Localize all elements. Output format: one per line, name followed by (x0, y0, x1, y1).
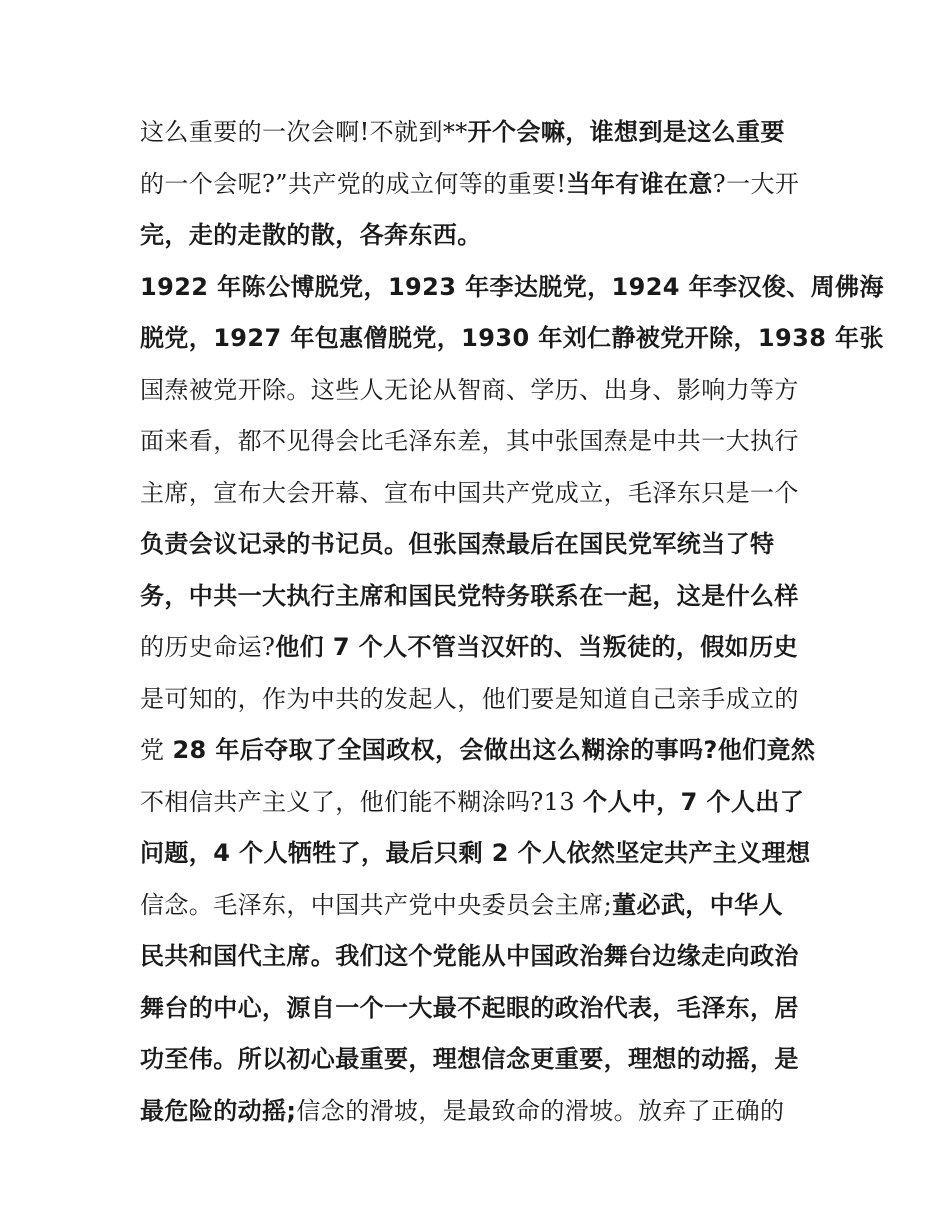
text-segment: 国焘被党开除。这些人无论从智商、学历、出身、影响力等方 (140, 375, 799, 404)
text-segment: 负责会议记录的书记员。但张国焘最后在国民党军统当了特 (140, 530, 775, 558)
text-line (140, 313, 884, 365)
text-line (140, 159, 820, 211)
text-segment: 党 (140, 736, 173, 764)
text-line (140, 725, 820, 777)
text-line (140, 468, 820, 520)
text-line (140, 622, 820, 674)
text-segment: 董必武，中华人 (612, 890, 783, 919)
text-segment: 的历史命运? (140, 633, 276, 661)
text-segment: 的一个会呢?”共产党的成立何等的重要! (140, 169, 567, 198)
text-line (140, 365, 820, 417)
text-line (140, 880, 820, 932)
text-segment: 务，中共一大执行主席和国民党特务联系在一起，这是什么样 (140, 581, 799, 610)
text-segment: 这么重要的一次会啊!不就到** (140, 118, 468, 146)
text-segment: 脱党，1927 年包惠僧脱党，1930 年刘仁静被党开除，1938 年张 (140, 324, 884, 352)
text-segment: 不相信共产主义了，他们能不糊涂吗?13 (140, 787, 584, 816)
text-line (140, 262, 884, 314)
text-line (140, 107, 820, 159)
text-segment: ?一大开 (712, 169, 800, 198)
text-segment: 个人中，7 个人出了 (583, 787, 805, 816)
text-segment: 完，走的走散的散，各奔东西。 (140, 221, 482, 249)
text-line (140, 519, 820, 571)
text-segment: 当年有谁在意 (566, 169, 713, 198)
text-segment: 是可知的，作为中共的发起人，他们要是知道自己亲手成立的 (140, 684, 799, 713)
body-text (140, 107, 884, 1137)
text-line (140, 777, 820, 829)
text-segment: 开个会嘛，谁想到是这么重要 (467, 118, 785, 146)
text-segment: 面来看，都不见得会比毛泽东差，其中张国焘是中共一大执行 (140, 427, 799, 455)
text-line (140, 983, 820, 1035)
text-line (140, 416, 820, 468)
text-segment: 主席，宣布大会开幕、宣布中国共产党成立，毛泽东只是一个 (140, 478, 799, 507)
text-line (140, 674, 820, 726)
text-segment: 舞台的中心，源自一个一大最不起眼的政治代表，毛泽东，居 (140, 993, 799, 1022)
text-line (140, 1034, 820, 1086)
text-line (140, 1086, 820, 1138)
text-line (140, 931, 820, 983)
text-segment: 问题，4 个人牺牲了，最后只剩 2 个人依然坚定共产主义理想 (140, 839, 811, 867)
text-line (140, 210, 820, 262)
text-segment: 1922 年陈公博脱党，1923 年李达脱党，1924 年李汉俊、周佛海 (140, 272, 884, 301)
text-segment: 他们 7 个人不管当汉奸的、当叛徒的，假如历史 (275, 633, 798, 661)
text-segment: 民共和国代主席。我们这个党能从中国政治舞台边缘走向政治 (140, 942, 799, 970)
text-segment: 最危险的动摇; (140, 1096, 297, 1125)
text-segment: 28 年后夺取了全国政权，会做出这么糊涂的事吗?他们竟然 (172, 736, 816, 764)
text-segment: 信念。毛泽东，中国共产党中央委员会主席; (140, 890, 613, 919)
text-segment: 功至伟。所以初心最重要，理想信念更重要，理想的动摇，是 (140, 1045, 799, 1073)
text-line (140, 571, 820, 623)
text-line (140, 828, 820, 880)
text-segment: 信念的滑坡，是最致命的滑坡。放弃了正确的 (296, 1096, 785, 1125)
